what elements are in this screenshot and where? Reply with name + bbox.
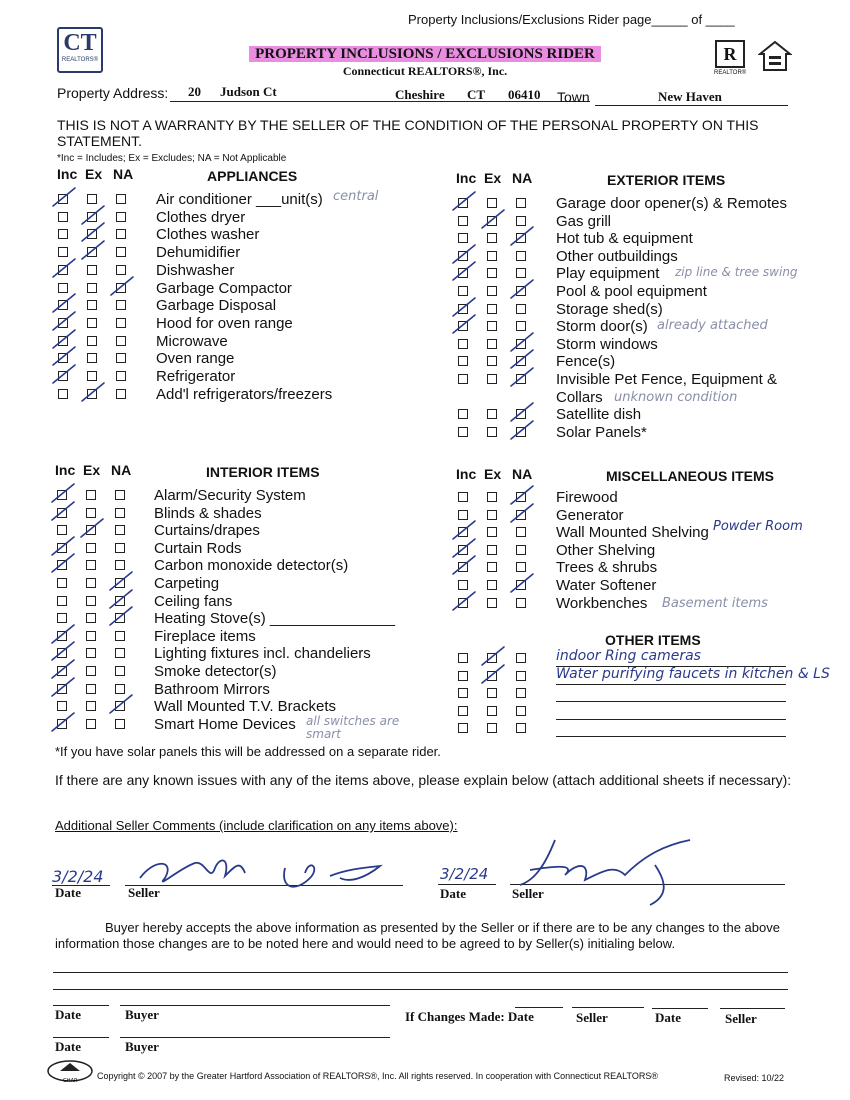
appliance-item-label: Dehumidifier [156,244,241,262]
seller1-signature [135,848,395,898]
check-mark-icon [108,588,130,604]
checkbox-na[interactable] [516,198,526,208]
checkbox-inc[interactable] [57,613,67,623]
exterior-item-label: Storm windows [556,335,658,353]
checkbox-na[interactable] [516,216,526,226]
checkbox-ex[interactable] [87,371,97,381]
appliance-item-label: Clothes washer [156,226,260,244]
note-air-conditioner: central [333,189,379,204]
checkbox-ex[interactable] [87,283,97,293]
check-mark-icon [50,482,72,498]
checkbox-ex[interactable] [487,374,497,384]
exterior-item-label: Collars [556,388,603,406]
checkbox-inc[interactable] [458,653,468,663]
checkbox-na[interactable] [516,268,526,278]
check-mark-icon [80,221,102,237]
checkbox-ex[interactable] [86,578,96,588]
town-value[interactable]: New Haven [658,89,722,104]
checkbox-na[interactable] [516,562,526,572]
address-street[interactable]: Judson Ct [220,84,277,99]
checkbox-ex[interactable] [487,510,497,520]
check-mark-icon [509,366,531,382]
check-mark-icon [451,590,473,606]
interior-item-label: Wall Mounted T.V. Brackets [154,698,337,716]
check-mark-icon [451,260,473,276]
checkbox-ex[interactable] [86,684,96,694]
appliance-item-label: Refrigerator [156,368,236,385]
buyer2-date-label: Date [55,1039,81,1054]
checkbox-ex[interactable] [86,719,96,729]
checkbox-ex[interactable] [487,723,497,733]
exterior-item-label: Play equipment [556,265,660,283]
checkbox-inc[interactable] [58,389,68,399]
check-mark-icon [51,292,73,308]
checkbox-na[interactable] [516,304,526,314]
checkbox-ex[interactable] [487,598,497,608]
appliance-item-label: Garbage Disposal [156,297,277,315]
address-zip[interactable]: 06410 [508,87,541,102]
check-mark-icon [509,401,531,417]
buyer1-date-label: Date [55,1007,81,1022]
checkbox-na[interactable] [115,560,125,570]
checkbox-ex[interactable] [487,545,497,555]
checkbox-inc[interactable] [458,409,468,419]
checkbox-na[interactable] [115,684,125,694]
note-smart-home: all switches are smart [306,714,400,741]
address-number[interactable]: 20 [188,84,201,99]
check-mark-icon [109,275,131,291]
seller2-signature [505,835,715,915]
misc-item-label: Water Softener [556,577,657,594]
checkbox-ex[interactable] [487,706,497,716]
checkbox-ex[interactable] [487,304,497,314]
checkbox-ex[interactable] [87,318,97,328]
check-mark-icon [51,363,73,379]
checkbox-ex[interactable] [87,353,97,363]
interior-item-label: Fireplace items [154,627,256,645]
checkbox-na[interactable] [516,653,526,663]
appliance-item-label: Microwave [156,332,228,350]
exterior-item-label: Hot tub & equipment [556,230,693,248]
check-mark-icon [480,208,502,224]
check-mark-icon [50,711,72,727]
check-mark-icon [509,331,531,347]
exterior-item-label: Storm door(s) [556,318,648,336]
checkbox-ex[interactable] [86,613,96,623]
checkbox-inc[interactable] [58,283,68,293]
check-mark-icon [509,502,531,518]
revised-date: Revised: 10/22 [724,1073,785,1083]
check-mark-icon [80,239,102,255]
checkbox-inc[interactable] [58,212,68,222]
check-mark-icon [51,310,73,326]
note-workbenches: Basement items [662,596,768,611]
checkbox-na[interactable] [516,598,526,608]
interior-item-label: Bathroom Mirrors [154,680,270,698]
check-mark-icon [451,190,473,206]
seller1-date-label: Date [55,885,81,900]
svg-text:GHAR: GHAR [63,1078,78,1084]
buyer2-label: Buyer [125,1039,159,1054]
exterior-item-label: Satellite dish [556,406,642,424]
check-mark-icon [509,225,531,241]
exterior-item-label: Other outbuildings [556,247,678,265]
checkbox-ex[interactable] [86,508,96,518]
checkbox-ex[interactable] [86,648,96,658]
checkbox-na[interactable] [115,490,125,500]
note-storm-doors: already attached [657,318,768,333]
checkbox-na[interactable] [115,719,125,729]
checkbox-ex[interactable] [86,701,96,711]
check-mark-icon [509,348,531,364]
check-mark-icon [451,519,473,535]
checkbox-ex[interactable] [86,631,96,641]
appliance-item-label: Clothes dryer [156,208,246,226]
seller2-date-value[interactable]: 3/2/24 [440,865,489,883]
known-issues-text: If there are any known issues with any of the items above, please explain below (attach additional sheets if necessary): [55,772,792,788]
checkbox-ex[interactable] [86,560,96,570]
address-state[interactable]: CT [467,87,486,102]
exterior-item-label: Pool & pool equipment [556,283,707,300]
checkbox-ex[interactable] [87,336,97,346]
checkbox-inc[interactable] [58,247,68,257]
checkbox-na[interactable] [516,671,526,681]
checkbox-ex[interactable] [86,490,96,500]
checkbox-ex[interactable] [487,233,497,243]
copyright-text: Copyright © 2007 by the Greater Hartford Association of REALTORS®, Inc. All rights reserved. In cooperation with Connecticut REALTORS® [97,1071,658,1081]
check-mark-icon [50,535,72,551]
checkbox-na[interactable] [516,545,526,555]
appliance-item-label: Garbage Compactor [156,279,292,297]
appliance-item-label: Hood for oven range [156,314,293,332]
check-mark-icon [51,345,73,361]
buyer1-label: Buyer [125,1007,159,1022]
check-mark-icon [51,328,73,344]
interior-item-label: Smart Home Devices [154,715,296,733]
exterior-item-label: Solar Panels* [556,423,647,441]
check-mark-icon [80,381,102,397]
check-mark-icon [451,537,473,553]
checkbox-inc[interactable] [458,427,468,437]
exterior-item-label: Invisible Pet Fence, Equipment & [556,371,777,388]
note-wall-shelving: Powder Room [713,519,803,534]
write-in-line [556,684,786,685]
check-mark-icon [51,257,73,273]
checkbox-inc[interactable] [458,580,468,590]
checkbox-inc[interactable] [458,510,468,520]
checkbox-ex[interactable] [487,339,497,349]
changes-date2-label: Date [655,1010,681,1025]
checkbox-ex[interactable] [487,562,497,572]
equal-housing-icon [758,40,792,74]
appliance-item-label: Dishwasher [156,261,235,279]
exterior-item-label: Storage shed(s) [556,300,663,318]
misc-item-label: Other Shelving [556,541,656,559]
checkbox-na[interactable] [116,300,126,310]
other-items-header: OTHER ITEMS [605,632,701,648]
checkbox-inc[interactable] [458,216,468,226]
changes-seller-label: Seller [576,1010,608,1025]
check-mark-icon [108,605,130,621]
checkbox-ex[interactable] [487,492,497,502]
checkbox-ex[interactable] [487,251,497,261]
check-mark-icon [79,517,101,533]
checkbox-ex[interactable] [487,198,497,208]
interior-item-label: Ceiling fans [154,592,233,610]
ct-realtors-logo: CT REALTORS® [57,27,103,73]
realtor-logo: R [715,40,745,68]
write-in-line [556,719,786,720]
checkbox-inc[interactable] [458,356,468,366]
interior-item-label: Smoke detector(s) [154,663,277,680]
checkbox-ex[interactable] [87,194,97,204]
check-mark-icon [108,693,130,709]
checkbox-ex[interactable] [86,596,96,606]
legend: *Inc = Includes; Ex = Excludes; NA = Not Applicable [57,153,287,164]
checkbox-ex[interactable] [487,356,497,366]
checkbox-ex[interactable] [487,321,497,331]
checkbox-na[interactable] [116,247,126,257]
check-mark-icon [50,500,72,516]
misc-item-label: Wall Mounted Shelving [556,524,709,542]
solar-note: *If you have solar panels this will be addressed on a separate rider. [55,744,441,759]
check-mark-icon [51,186,73,202]
misc-item-label: Generator [556,506,624,524]
checkbox-na[interactable] [116,389,126,399]
checkbox-inc[interactable] [57,596,67,606]
checkbox-inc[interactable] [458,286,468,296]
exterior-item-label: Gas grill [556,212,612,230]
write-in-line [556,736,786,737]
interior-item-label: Curtains/drapes [154,522,260,540]
checkbox-na[interactable] [115,543,125,553]
address-city[interactable]: Cheshire [395,87,445,102]
checkbox-ex[interactable] [487,427,497,437]
checkbox-na[interactable] [116,212,126,222]
checkbox-na[interactable] [116,265,126,275]
interior-item-label: Heating Stove(s) _______________ [154,610,396,628]
misc-item-label: Trees & shrubs [556,559,658,577]
interior-item-label: Curtain Rods [154,539,242,557]
checkbox-inc[interactable] [458,688,468,698]
seller2-label: Seller [512,886,544,901]
checkbox-na[interactable] [516,723,526,733]
appliance-item-label: Air conditioner ___unit(s) [156,191,323,208]
changes-seller2-label: Seller [725,1011,757,1026]
check-mark-icon [50,640,72,656]
town-label: Town [557,89,590,105]
checkbox-na[interactable] [115,631,125,641]
interior-item-label: Alarm/Security System [154,487,306,504]
check-mark-icon [451,554,473,570]
checkbox-inc[interactable] [57,578,67,588]
exterior-item-label: Fence(s) [556,353,616,371]
checkbox-ex[interactable] [86,543,96,553]
check-mark-icon [509,278,531,294]
checkbox-na[interactable] [516,706,526,716]
checkbox-inc[interactable] [57,701,67,711]
check-mark-icon [80,204,102,220]
checkbox-inc[interactable] [458,706,468,716]
check-mark-icon [108,570,130,586]
appliance-item-label: Oven range [156,350,235,368]
buyer-acceptance-text: Buyer hereby accepts the above information as presented by the Seller or if there are to be any changes to the above information those changes are to be noted here and would need to be agreed to by Seller(s) initialing below. [55,920,780,951]
seller1-label: Seller [128,885,160,900]
misc-item-label: Firewood [556,489,618,506]
check-mark-icon [451,313,473,329]
checkbox-na[interactable] [115,666,125,676]
form-title: PROPERTY INCLUSIONS / EXCLUSIONS RIDER [0,46,850,63]
checkbox-na[interactable] [116,194,126,204]
check-mark-icon [50,552,72,568]
checkbox-na[interactable] [516,527,526,537]
property-address-label: Property Address: [57,85,169,101]
seller2-date-label: Date [440,886,466,901]
checkbox-inc[interactable] [458,723,468,733]
check-mark-icon [480,663,502,679]
other-item-label[interactable]: Water purifying faucets in kitchen & LS [556,665,830,682]
checkbox-ex[interactable] [487,527,497,537]
checkbox-na[interactable] [516,251,526,261]
checkbox-inc[interactable] [458,233,468,243]
checkbox-na[interactable] [115,648,125,658]
appliance-item-label: Add'l refrigerators/freezers [156,385,333,403]
checkbox-na[interactable] [516,688,526,698]
comments-label: Additional Seller Comments (include clarification on any items above): [55,818,458,833]
exterior-item-label: Garage door opener(s) & Remotes [556,195,787,212]
checkbox-inc[interactable] [458,671,468,681]
checkbox-inc[interactable] [458,339,468,349]
seller1-date-value[interactable]: 3/2/24 [52,867,104,886]
check-mark-icon [480,645,502,661]
checkbox-inc[interactable] [458,374,468,384]
write-in-line [556,701,786,702]
interior-item-label: Blinds & shades [154,504,262,522]
checkbox-ex[interactable] [87,300,97,310]
interior-item-label: Carpeting [154,575,220,592]
misc-item-label: Workbenches [556,594,648,612]
checkbox-na[interactable] [116,353,126,363]
interior-item-label: Carbon monoxide detector(s) [154,557,349,575]
note-play-equipment: zip line & tree swing [675,265,798,279]
checkbox-inc[interactable] [57,525,67,535]
check-mark-icon [509,419,531,435]
checkbox-ex[interactable] [87,265,97,275]
form-subtitle: Connecticut REALTORS®, Inc. [342,64,508,78]
checkbox-ex[interactable] [487,409,497,419]
checkbox-inc[interactable] [458,492,468,502]
interior-item-label: Lighting fixtures incl. chandeliers [154,645,371,663]
changes-made-date-label: If Changes Made: Date [405,1009,534,1024]
checkbox-ex[interactable] [487,268,497,278]
check-mark-icon [451,296,473,312]
note-collars: unknown condition [614,390,738,405]
checkbox-na[interactable] [116,336,126,346]
warranty-disclaimer: THIS IS NOT A WARRANTY BY THE SELLER OF THE CONDITION OF THE PERSONAL PROPERTY ON THIS STATEMENT. [57,117,759,149]
checkbox-ex[interactable] [487,688,497,698]
other-item-label[interactable]: indoor Ring cameras [556,648,701,664]
checkbox-ex[interactable] [487,286,497,296]
checkbox-na[interactable] [115,525,125,535]
page-reference: Property Inclusions/Exclusions Rider page_____ of ____ [408,12,735,27]
check-mark-icon [50,676,72,692]
checkbox-ex[interactable] [86,666,96,676]
checkbox-na[interactable] [115,508,125,518]
check-mark-icon [50,623,72,639]
check-mark-icon [451,243,473,259]
ghar-logo-icon [46,1060,94,1084]
check-mark-icon [509,572,531,588]
check-mark-icon [509,484,531,500]
checkbox-na[interactable] [116,229,126,239]
checkbox-na[interactable] [116,318,126,328]
realtor-caption: REALTOR® [714,70,747,76]
check-mark-icon [50,658,72,674]
checkbox-na[interactable] [516,321,526,331]
checkbox-inc[interactable] [58,229,68,239]
checkbox-ex[interactable] [487,580,497,590]
checkbox-na[interactable] [116,371,126,381]
